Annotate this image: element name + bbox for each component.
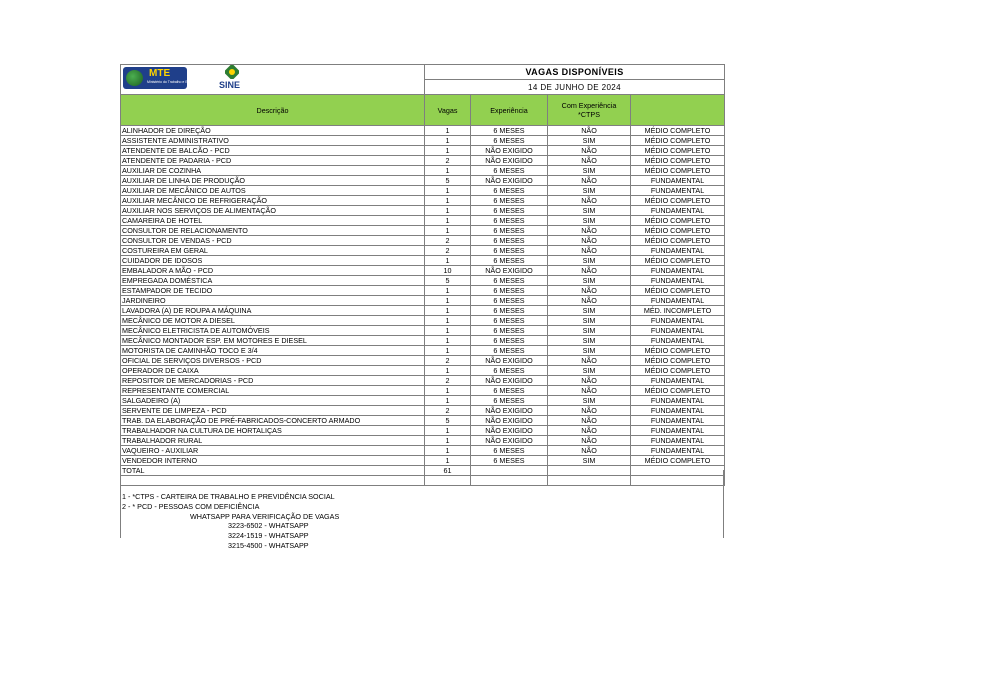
table-row <box>121 186 725 196</box>
cell-vagas: 1 <box>425 386 471 396</box>
table-row <box>121 206 725 216</box>
cell-escolaridade: FUNDAMENTAL <box>631 416 725 426</box>
table-row <box>121 266 725 276</box>
mte-logo-text: MTE <box>149 68 171 79</box>
table-row <box>121 296 725 306</box>
total-row <box>121 466 725 476</box>
cell-experiencia: 6 MESES <box>471 386 548 396</box>
cell-vagas: 1 <box>425 436 471 446</box>
cell-descricao: MOTORISTA DE CAMINHÃO TOCO E 3/4 <box>121 346 425 356</box>
cell-ctps: SIM <box>548 336 631 346</box>
note-ctps: 1 - *CTPS - CARTEIRA DE TRABALHO E PREVIDÊNCIA SOCIAL <box>122 492 335 501</box>
col-header-escolaridade <box>631 95 725 126</box>
cell-experiencia: 6 MESES <box>471 236 548 246</box>
cell-ctps: NÃO <box>548 126 631 136</box>
note-pcd: 2 - * PCD - PESSOAS COM DEFICIÊNCIA <box>122 501 260 511</box>
cell-descricao: TRAB. DA ELABORAÇÃO DE PRÉ-FABRICADOS-CONCERTO ARMADO <box>121 416 425 426</box>
cell-experiencia: NÃO EXIGIDO <box>471 436 548 446</box>
cell-escolaridade: MÉDIO COMPLETO <box>631 386 725 396</box>
table-row <box>121 406 725 416</box>
cell-ctps: NÃO <box>548 426 631 436</box>
table-row <box>121 236 725 246</box>
cell-descricao: VAQUEIRO - AUXILIAR <box>121 446 425 456</box>
total-label: TOTAL <box>121 466 425 476</box>
cell-ctps: NÃO <box>548 356 631 366</box>
cell-vagas: 1 <box>425 286 471 296</box>
cell-vagas: 1 <box>425 316 471 326</box>
table-row <box>121 196 725 206</box>
sheet-right-border <box>723 470 724 538</box>
cell-ctps: SIM <box>548 136 631 146</box>
cell-ctps: NÃO <box>548 296 631 306</box>
cell-descricao: OPERADOR DE CAIXA <box>121 366 425 376</box>
cell-vagas: 1 <box>425 256 471 266</box>
cell-ctps: SIM <box>548 206 631 216</box>
cell-ctps: SIM <box>548 186 631 196</box>
cell-experiencia: 6 MESES <box>471 136 548 146</box>
cell-vagas: 1 <box>425 196 471 206</box>
footnotes <box>122 492 724 551</box>
cell-descricao: EMPREGADA DOMÉSTICA <box>121 276 425 286</box>
globe-icon <box>126 70 143 86</box>
cell-ctps: NÃO <box>548 386 631 396</box>
cell-ctps: SIM <box>548 216 631 226</box>
total-value: 61 <box>425 466 471 476</box>
cell-ctps: NÃO <box>548 226 631 236</box>
cell-descricao: CONSULTOR DE VENDAS - PCD <box>121 236 425 246</box>
cell-vagas: 1 <box>425 446 471 456</box>
cell-vagas: 1 <box>425 226 471 236</box>
table-row <box>121 376 725 386</box>
cell-vagas: 1 <box>425 166 471 176</box>
cell-experiencia: NÃO EXIGIDO <box>471 156 548 166</box>
cell-escolaridade: FUNDAMENTAL <box>631 446 725 456</box>
cell-vagas: 5 <box>425 276 471 286</box>
cell-experiencia: 6 MESES <box>471 206 548 216</box>
cell-experiencia: NÃO EXIGIDO <box>471 376 548 386</box>
cell-experiencia: NÃO EXIGIDO <box>471 426 548 436</box>
logos-cell <box>121 65 425 95</box>
table-row <box>121 426 725 436</box>
cell-experiencia: 6 MESES <box>471 196 548 206</box>
cell-experiencia: 6 MESES <box>471 336 548 346</box>
table-row <box>121 316 725 326</box>
cell-experiencia: 6 MESES <box>471 446 548 456</box>
cell-descricao: AUXILIAR DE LINHA DE PRODUÇÃO <box>121 176 425 186</box>
cell-ctps: SIM <box>548 166 631 176</box>
cell-vagas: 2 <box>425 236 471 246</box>
cell-descricao: AUXILIAR DE MECÂNICO DE AUTOS <box>121 186 425 196</box>
cell-experiencia: 6 MESES <box>471 256 548 266</box>
table-row <box>121 446 725 456</box>
table-row <box>121 286 725 296</box>
cell-experiencia: 6 MESES <box>471 316 548 326</box>
cell-vagas: 1 <box>425 296 471 306</box>
cell-experiencia: 6 MESES <box>471 346 548 356</box>
cell-vagas: 1 <box>425 336 471 346</box>
cell-ctps: NÃO <box>548 446 631 456</box>
cell-escolaridade: FUNDAMENTAL <box>631 176 725 186</box>
cell-vagas: 1 <box>425 426 471 436</box>
cell-experiencia: NÃO EXIGIDO <box>471 356 548 366</box>
cell-experiencia: NÃO EXIGIDO <box>471 416 548 426</box>
vacancies-table <box>120 64 725 486</box>
whatsapp-phone-2: 3224-1519 - WHATSAPP <box>228 531 309 541</box>
cell-experiencia: 6 MESES <box>471 276 548 286</box>
cell-descricao: JARDINEIRO <box>121 296 425 306</box>
cell-escolaridade: MÉDIO COMPLETO <box>631 366 725 376</box>
cell-ctps: NÃO <box>548 376 631 386</box>
cell-descricao: CONSULTOR DE RELACIONAMENTO <box>121 226 425 236</box>
cell-escolaridade: FUNDAMENTAL <box>631 266 725 276</box>
table-row <box>121 136 725 146</box>
table-row <box>121 216 725 226</box>
sine-logo <box>217 65 247 91</box>
cell-escolaridade: FUNDAMENTAL <box>631 396 725 406</box>
vacancy-rows <box>121 126 725 466</box>
cell-experiencia: 6 MESES <box>471 326 548 336</box>
col-header-descricao: Descrição <box>121 95 425 126</box>
cell-vagas: 2 <box>425 356 471 366</box>
cell-ctps: SIM <box>548 256 631 266</box>
col-header-vagas: Vagas <box>425 95 471 126</box>
date-label: 14 DE JUNHO DE 2024 <box>425 80 725 95</box>
table-row <box>121 166 725 176</box>
table-row <box>121 456 725 466</box>
cell-ctps: SIM <box>548 276 631 286</box>
table-row <box>121 386 725 396</box>
cell-escolaridade: MÉDIO COMPLETO <box>631 356 725 366</box>
cell-vagas: 5 <box>425 416 471 426</box>
cell-descricao: MECÂNICO DE MOTOR A DIESEL <box>121 316 425 326</box>
cell-escolaridade: MÉDIO COMPLETO <box>631 346 725 356</box>
cell-escolaridade: FUNDAMENTAL <box>631 246 725 256</box>
cell-experiencia: 6 MESES <box>471 166 548 176</box>
cell-escolaridade: FUNDAMENTAL <box>631 376 725 386</box>
cell-vagas: 1 <box>425 126 471 136</box>
cell-descricao: MECÂNICO MONTADOR ESP. EM MOTORES E DIESEL <box>121 336 425 346</box>
table-row <box>121 356 725 366</box>
cell-vagas: 5 <box>425 176 471 186</box>
col-header-ctps-line2: *CTPS <box>578 110 600 119</box>
cell-experiencia: 6 MESES <box>471 396 548 406</box>
whatsapp-phone-3: 3215-4500 - WHATSAPP <box>228 540 309 550</box>
cell-ctps: NÃO <box>548 246 631 256</box>
sine-mark-icon <box>225 65 239 79</box>
cell-ctps: NÃO <box>548 156 631 166</box>
cell-experiencia: 6 MESES <box>471 246 548 256</box>
cell-experiencia: 6 MESES <box>471 366 548 376</box>
page-title: VAGAS DISPONÍVEIS <box>425 65 725 80</box>
cell-experiencia: 6 MESES <box>471 126 548 136</box>
cell-descricao: OFICIAL DE SERVIÇOS DIVERSOS - PCD <box>121 356 425 366</box>
cell-ctps: SIM <box>548 366 631 376</box>
mte-logo-subtitle: Ministério do Trabalho e Emprego <box>147 80 200 84</box>
cell-experiencia: 6 MESES <box>471 186 548 196</box>
cell-descricao: ASSISTENTE ADMINISTRATIVO <box>121 136 425 146</box>
table-row <box>121 346 725 356</box>
table-row <box>121 126 725 136</box>
cell-descricao: LAVADORA (A) DE ROUPA A MÁQUINA <box>121 306 425 316</box>
cell-ctps: NÃO <box>548 176 631 186</box>
table-row <box>121 156 725 166</box>
col-header-experiencia: Experiência <box>471 95 548 126</box>
cell-escolaridade: MÉD. INCOMPLETO <box>631 306 725 316</box>
cell-vagas: 2 <box>425 156 471 166</box>
cell-escolaridade: FUNDAMENTAL <box>631 186 725 196</box>
sheet-left-border <box>120 470 121 538</box>
cell-vagas: 1 <box>425 136 471 146</box>
cell-escolaridade: MÉDIO COMPLETO <box>631 156 725 166</box>
job-vacancies-sheet <box>120 64 724 551</box>
table-row <box>121 146 725 156</box>
cell-descricao: MECÂNICO ELETRICISTA DE AUTOMÓVEIS <box>121 326 425 336</box>
cell-escolaridade: MÉDIO COMPLETO <box>631 226 725 236</box>
cell-escolaridade: FUNDAMENTAL <box>631 276 725 286</box>
cell-experiencia: 6 MESES <box>471 306 548 316</box>
cell-descricao: CUIDADOR DE IDOSOS <box>121 256 425 266</box>
cell-vagas: 1 <box>425 306 471 316</box>
cell-experiencia: NÃO EXIGIDO <box>471 406 548 416</box>
cell-escolaridade: MÉDIO COMPLETO <box>631 126 725 136</box>
cell-descricao: VENDEDOR INTERNO <box>121 456 425 466</box>
table-row <box>121 306 725 316</box>
cell-ctps: NÃO <box>548 286 631 296</box>
cell-vagas: 2 <box>425 246 471 256</box>
table-row <box>121 226 725 236</box>
cell-vagas: 1 <box>425 216 471 226</box>
table-row <box>121 416 725 426</box>
table-row <box>121 246 725 256</box>
table-row <box>121 256 725 266</box>
cell-descricao: TRABALHADOR RURAL <box>121 436 425 446</box>
cell-descricao: COSTUREIRA EM GERAL <box>121 246 425 256</box>
cell-escolaridade: FUNDAMENTAL <box>631 436 725 446</box>
cell-escolaridade: MÉDIO COMPLETO <box>631 236 725 246</box>
column-header-row <box>121 95 725 126</box>
cell-experiencia: 6 MESES <box>471 296 548 306</box>
cell-descricao: AUXILIAR NOS SERVIÇOS DE ALIMENTAÇÃO <box>121 206 425 216</box>
cell-descricao: REPOSITOR DE MERCADORIAS - PCD <box>121 376 425 386</box>
cell-vagas: 1 <box>425 346 471 356</box>
cell-descricao: REPRESENTANTE COMERCIAL <box>121 386 425 396</box>
cell-escolaridade: MÉDIO COMPLETO <box>631 456 725 466</box>
cell-vagas: 1 <box>425 366 471 376</box>
cell-descricao: ALINHADOR DE DIREÇÃO <box>121 126 425 136</box>
table-row <box>121 366 725 376</box>
cell-ctps: SIM <box>548 396 631 406</box>
table-row <box>121 336 725 346</box>
cell-escolaridade: MÉDIO COMPLETO <box>631 256 725 266</box>
cell-escolaridade: MÉDIO COMPLETO <box>631 196 725 206</box>
cell-descricao: AUXILIAR MECÂNICO DE REFRIGERAÇÃO <box>121 196 425 206</box>
cell-escolaridade: FUNDAMENTAL <box>631 296 725 306</box>
cell-escolaridade: FUNDAMENTAL <box>631 336 725 346</box>
sine-logo-text: SINE <box>219 80 241 90</box>
cell-descricao: AUXILIAR DE COZINHA <box>121 166 425 176</box>
cell-escolaridade: MÉDIO COMPLETO <box>631 146 725 156</box>
cell-ctps: SIM <box>548 316 631 326</box>
cell-ctps: NÃO <box>548 436 631 446</box>
cell-vagas: 1 <box>425 186 471 196</box>
col-header-ctps <box>548 95 631 126</box>
cell-escolaridade: FUNDAMENTAL <box>631 406 725 416</box>
cell-descricao: SALGADEIRO (A) <box>121 396 425 406</box>
cell-descricao: EMBALADOR A MÃO - PCD <box>121 266 425 276</box>
cell-vagas: 1 <box>425 456 471 466</box>
cell-escolaridade: FUNDAMENTAL <box>631 316 725 326</box>
cell-descricao: SERVENTE DE LIMPEZA - PCD <box>121 406 425 416</box>
whatsapp-phone-1: 3223-6502 - WHATSAPP <box>228 521 309 531</box>
cell-ctps: NÃO <box>548 196 631 206</box>
table-row <box>121 326 725 336</box>
table-row <box>121 276 725 286</box>
cell-vagas: 10 <box>425 266 471 276</box>
cell-descricao: TRABALHADOR NA CULTURA DE HORTALIÇAS <box>121 426 425 436</box>
cell-escolaridade: FUNDAMENTAL <box>631 426 725 436</box>
cell-escolaridade: MÉDIO COMPLETO <box>631 286 725 296</box>
empty-row <box>121 476 725 486</box>
cell-ctps: NÃO <box>548 406 631 416</box>
cell-ctps: SIM <box>548 456 631 466</box>
cell-descricao: ATENDENTE DE BALCÃO - PCD <box>121 146 425 156</box>
cell-descricao: ATENDENTE DE PADARIA - PCD <box>121 156 425 166</box>
cell-vagas: 1 <box>425 146 471 156</box>
cell-experiencia: 6 MESES <box>471 226 548 236</box>
cell-descricao: ESTAMPADOR DE TECIDO <box>121 286 425 296</box>
cell-experiencia: 6 MESES <box>471 456 548 466</box>
whatsapp-title: WHATSAPP PARA VERIFICAÇÃO DE VAGAS <box>190 511 340 521</box>
cell-experiencia: 6 MESES <box>471 216 548 226</box>
cell-vagas: 1 <box>425 326 471 336</box>
cell-escolaridade: MÉDIO COMPLETO <box>631 216 725 226</box>
cell-descricao: CAMAREIRA DE HOTEL <box>121 216 425 226</box>
table-row <box>121 176 725 186</box>
cell-ctps: SIM <box>548 306 631 316</box>
cell-experiencia: NÃO EXIGIDO <box>471 146 548 156</box>
cell-experiencia: NÃO EXIGIDO <box>471 266 548 276</box>
cell-escolaridade: FUNDAMENTAL <box>631 326 725 336</box>
table-row <box>121 436 725 446</box>
cell-escolaridade: FUNDAMENTAL <box>631 206 725 216</box>
cell-vagas: 2 <box>425 376 471 386</box>
cell-escolaridade: MÉDIO COMPLETO <box>631 166 725 176</box>
cell-ctps: NÃO <box>548 236 631 246</box>
cell-ctps: NÃO <box>548 416 631 426</box>
cell-ctps: SIM <box>548 326 631 336</box>
cell-ctps: NÃO <box>548 266 631 276</box>
cell-experiencia: 6 MESES <box>471 286 548 296</box>
cell-vagas: 1 <box>425 396 471 406</box>
cell-vagas: 2 <box>425 406 471 416</box>
mte-logo <box>123 67 200 89</box>
cell-experiencia: NÃO EXIGIDO <box>471 176 548 186</box>
cell-escolaridade: MÉDIO COMPLETO <box>631 136 725 146</box>
cell-ctps: SIM <box>548 346 631 356</box>
table-row <box>121 396 725 406</box>
cell-ctps: NÃO <box>548 146 631 156</box>
col-header-ctps-line1: Com Experiência <box>561 101 617 110</box>
cell-vagas: 1 <box>425 206 471 216</box>
